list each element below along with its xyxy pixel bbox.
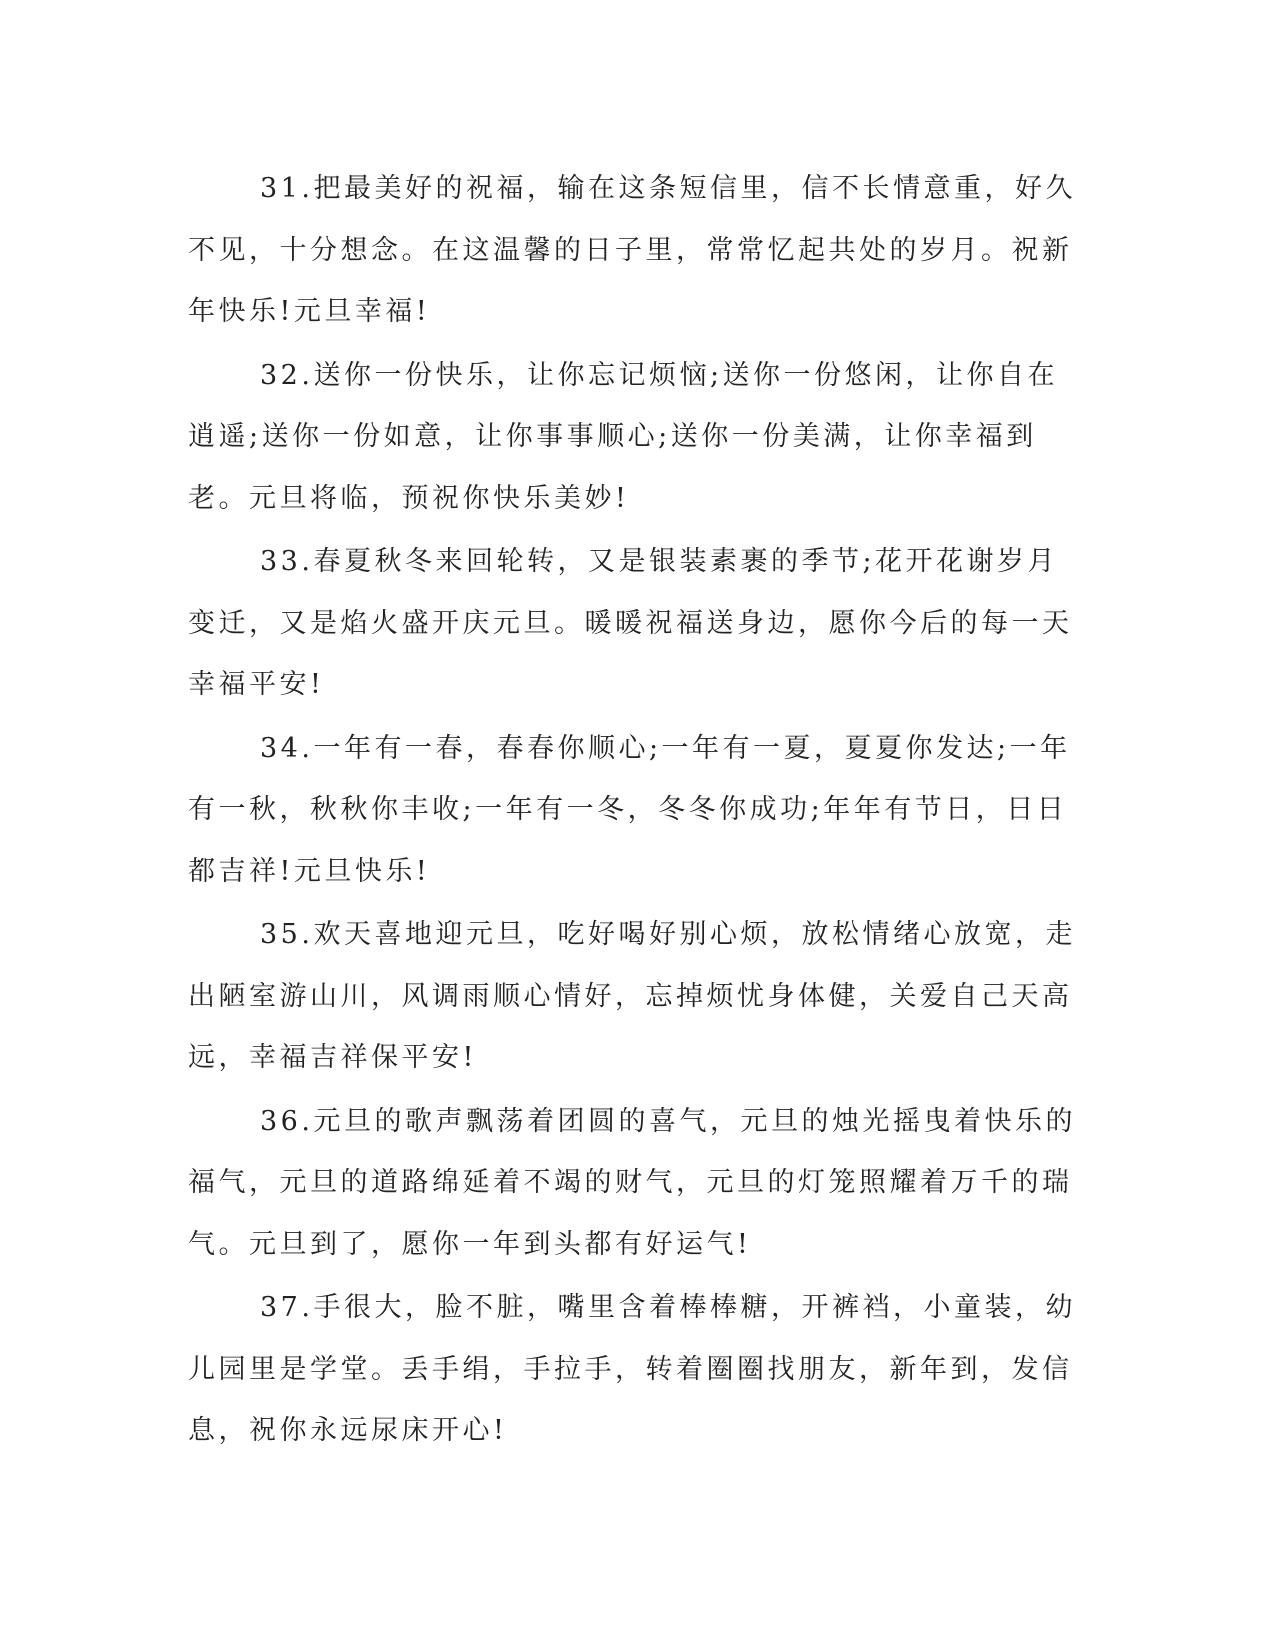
paragraph-32: 32.送你一份快乐，让你忘记烦恼;送你一份悠闲，让你自在逍遥;送你一份如意，让你事事顺心;送你一份美满，让你幸福到老。元旦将临，预祝你快乐美妙! (188, 359, 1059, 514)
paragraph-36: 36.元旦的歌声飘荡着团圆的喜气，元旦的烛光摇曳着快乐的福气，元旦的道路绵延着不竭的财气，元旦的灯笼照耀着万千的瑞气。元旦到了，愿你一年到头都有好运气! (188, 1105, 1076, 1260)
document-body (188, 158, 1088, 1464)
paragraph-34: 34.一年有一春，春春你顺心;一年有一夏，夏夏你发达;一年有一秋，秋秋你丰收;一年有一冬，冬冬你成功;年年有节日，日日都吉祥!元旦快乐! (188, 732, 1071, 887)
paragraph-37: 37.手很大，脸不脏，嘴里含着棒棒糖，开裤裆，小童装，幼儿园里是学堂。丢手绢，手拉手，转着圈圈找朋友，新年到，发信息，祝你永远尿床开心! (188, 1292, 1076, 1446)
paragraph-31: 31.把最美好的祝福，输在这条短信里，信不长情意重，好久不见，十分想念。在这温馨的日子里，常常忆起共处的岁月。祝新年快乐!元旦幸福! (188, 173, 1076, 327)
paragraph-33: 33.春夏秋冬来回轮转，又是银装素裹的季节;花开花谢岁月变迁，又是焰火盛开庆元旦。暖暖祝福送身边，愿你今后的每一天幸福平安! (188, 546, 1073, 700)
paragraph-35: 35.欢天喜地迎元旦，吃好喝好别心烦，放松情绪心放宽，走出陋室游山川，风调雨顺心情好，忘掉烦忧身体健，关爱自己天高远，幸福吉祥保平安! (188, 919, 1076, 1073)
